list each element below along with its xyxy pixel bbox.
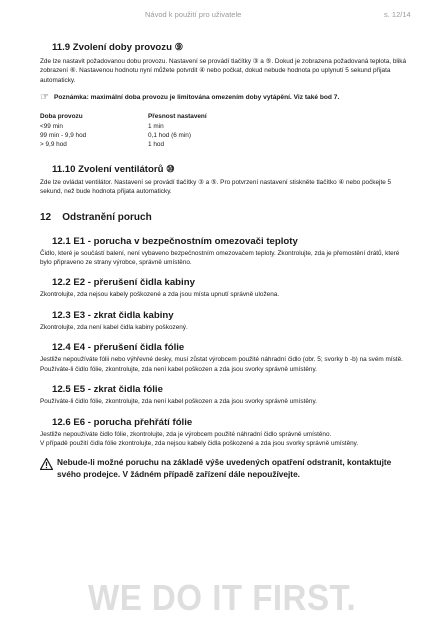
operation-time-table: [40, 112, 207, 150]
error-e3-title: 12.3 E3 - zkrat čidla kabiny: [52, 309, 174, 321]
section-11-10-body: Zde lze ovládat ventilátor. Nastavení se provádí tlačítky ③ a ⑤. Pro potvrzení nastavení stiskněte tlačítko ④ nebo počkejte 5 sekund, než bude hodnota přijata automaticky.: [40, 178, 392, 196]
error-e5-body: Používáte-li čidlo fólie, zkontrolujte, zda není kabel poškozen a zda jsou svorky správně umístěny.: [40, 398, 317, 406]
error-e6-title: 12.6 E6 - porucha přehřátí fólie: [52, 416, 193, 428]
error-e3-body: Zkontrolujte, zda není kabel čidla kabiny poškozený.: [40, 323, 188, 331]
page-header: [0, 10, 446, 24]
error-e2-title: 12.2 E2 - přerušení čidla kabiny: [52, 277, 195, 289]
pointing-hand-icon: ☞: [40, 92, 49, 104]
table-cell: 1 min: [148, 122, 164, 130]
warning-text: Nebude-li možné poruchu na základě výše uvedených opatření odstranit, kontaktujte svého prodejce. V žádném případě zařízení dále nepoužívejte.: [57, 457, 392, 479]
brand-slogan: WE DO IT FIRST.: [88, 577, 357, 618]
table-cell: 1 hod: [148, 141, 164, 149]
section-11-10-title: 11.10 Zvolení ventilátorů ⑩: [52, 163, 175, 175]
error-e4-body-2: Používáte-li čidlo fólie, zkontrolujte, zda není kabel poškozen a zda jsou svorky správně umístěny.: [40, 365, 317, 373]
error-e5-title: 12.5 E5 - zkrat čidla fólie: [52, 384, 163, 396]
error-e6-body-2: V případě použití čidla fólie zkontrolujte, zda nejsou kabely čidla poškozené a zda jsou svorky správně umístěny.: [40, 439, 359, 447]
document-title: Návod k použití pro uživatele: [145, 10, 242, 19]
table-cell: > 9,9 hod: [40, 141, 67, 149]
table-row: [40, 122, 207, 131]
table-header-row: [40, 112, 207, 121]
table-cell: <99 min: [40, 122, 63, 130]
error-e1-title: 12.1 E1 - porucha v bezpečnostním omezovači teploty: [52, 235, 298, 247]
page-content: [40, 42, 412, 480]
error-e2-body: Zkontrolujte, zda nejsou kabely poškozené a zda jsou místa upnutí správně uložena.: [40, 291, 280, 299]
table-row: [40, 140, 207, 149]
table-header: Doba provozu: [40, 113, 83, 121]
page-number: s. 12/14: [384, 10, 411, 19]
error-e4-body-1: Jestliže nepoužíváte fólii nebo výhřevné desky, musí zůstat výrobcem použité náhradní čidlo (obr. 5; svorky b -b) na svém místě.: [40, 356, 403, 364]
warning-triangle-icon: [40, 458, 53, 470]
section-11-9-title: 11.9 Zvolení doby provozu ⑨: [52, 42, 184, 53]
table-cell: 0,1 hod (6 min): [148, 132, 191, 140]
table-cell: 99 min - 9,9 hod: [40, 132, 87, 140]
warning-notice: [40, 457, 412, 480]
table-header: Přesnost nastavení: [148, 113, 207, 121]
section-12-title: 12 Odstranění poruch: [40, 211, 152, 223]
section-11-9-note: [40, 93, 412, 102]
section-11-9: [40, 42, 412, 54]
error-e1-body: Čidlo, které je součástí balení, není vybaveno bezpečnostním omezovačem teploty. Zkontrolujte, zda je přemostění drátů, které bylo připraveno ze strany výrobce, správně umístěno.: [40, 249, 400, 267]
error-e6-body-1: Jestliže nepoužíváte čidlo fólie, zkontrolujte, zda je výrobcem použité náhradní čidlo správně umístěno.: [40, 430, 332, 438]
error-e4-title: 12.4 E4 - přerušení čidla fólie: [52, 342, 185, 354]
note-text: Poznámka: maximální doba provozu je limitována omezením doby vytápění. Viz také bod 7.: [53, 94, 340, 102]
section-11-9-body: Zde lze nastavit požadovanou dobu provozu. Nastavení se provádí tlačítky ③ a ⑤. Dokud je zobrazena požadovaná teplota, bliká zobrazení ⑥. Nastavenou hodnotu nyní můžete potvrdit ④ nebo počkat, dokud nebude hodnota po uplynutí 5 sekund přijata automaticky.: [40, 58, 407, 84]
table-row: [40, 131, 207, 140]
